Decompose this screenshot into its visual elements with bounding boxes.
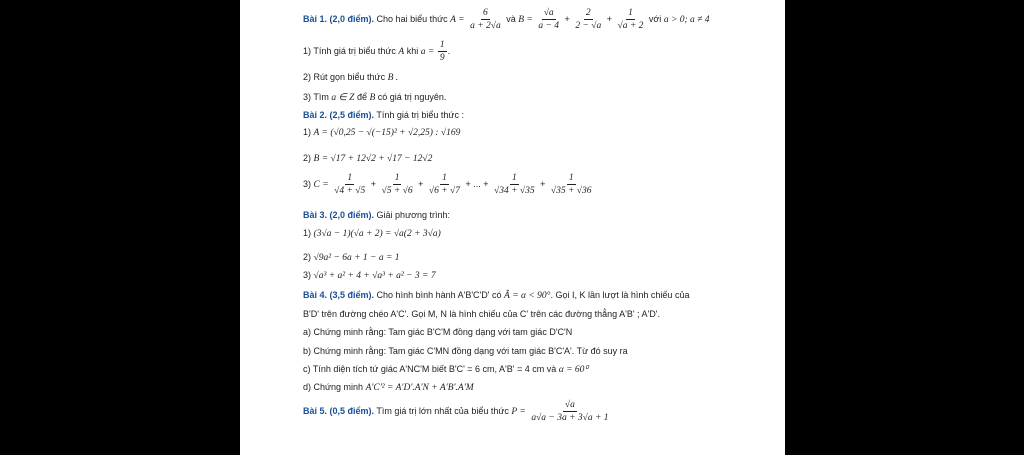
expr-a-lhs: A = — [450, 14, 465, 25]
q3-var: B — [369, 93, 376, 103]
item-number: 3) — [303, 178, 312, 189]
bai5-line — [303, 400, 612, 423]
item-number: 2) — [303, 252, 312, 262]
frac-num: 1 — [628, 8, 633, 18]
fraction-c5 — [549, 173, 594, 196]
bai4-intro-end: . Gọi I, K lần lượt là hình chiếu của — [550, 290, 690, 300]
bai1-line — [303, 8, 709, 31]
frac-num: 1 — [442, 173, 447, 183]
bai2-expr-2: B = √17 + 12√2 + √17 − 12√2 — [313, 154, 433, 164]
expr-b-lhs: B = — [518, 14, 533, 25]
frac-den: a + 2√a — [470, 21, 501, 31]
frac-den: √4 + √5 — [334, 186, 366, 196]
bai4-qb: b) Chứng minh rằng: Tam giác C'MN đồng dạng với tam giác B'C'A'. Từ đó suy ra — [303, 346, 628, 356]
frac-num: 1 — [439, 40, 445, 50]
bai2-line — [303, 110, 464, 120]
expr-c-lhs: C = — [313, 179, 329, 190]
bai3-line — [303, 210, 450, 220]
bai3-e1 — [303, 228, 441, 239]
cond-word: với — [648, 13, 662, 24]
q3-end: có giá trị nguyên. — [377, 92, 447, 102]
frac-den: √34 + √35 — [494, 186, 535, 196]
frac-den: 9 — [439, 53, 445, 63]
bai4-line — [303, 290, 689, 301]
item-number: 2) — [303, 153, 312, 163]
qd-math: A'C'² = A'D'.A'N + A'B'.A'M — [365, 383, 474, 393]
frac-num: √a — [564, 400, 575, 410]
expr-p-lhs: P = — [511, 406, 526, 417]
q1-var: A — [398, 46, 405, 57]
bai2-e1 — [303, 127, 460, 138]
frac-num: 6 — [483, 8, 488, 18]
bai2-intro: Tính giá trị biểu thức : — [376, 110, 464, 120]
q3-math: a ∈ Z — [331, 93, 355, 103]
bai3-e3 — [303, 270, 436, 281]
bai1-q3 — [303, 92, 446, 103]
q3-pre: 3) Tìm — [303, 92, 329, 102]
bai4-qd — [303, 382, 474, 393]
bai1-heading: Bài 1. (2,0 điểm). — [303, 13, 375, 24]
fraction-c4 — [492, 173, 537, 196]
plus-sign: + — [606, 13, 612, 24]
bai5-intro: Tìm giá trị lớn nhất của biểu thức — [376, 405, 509, 416]
frac-num: 1 — [347, 173, 353, 183]
fraction-a — [468, 8, 503, 31]
frac-num: √a — [543, 8, 554, 18]
fraction-c2 — [380, 173, 415, 196]
bai5-heading: Bài 5. (0,5 điểm). — [303, 405, 375, 416]
fraction-c3 — [427, 173, 462, 196]
bai4-qc — [303, 364, 588, 375]
q1-a: a = — [420, 46, 435, 57]
angle-condition: Â = α < 90° — [504, 291, 551, 301]
fraction-b3 — [616, 8, 646, 31]
bai4-heading: Bài 4. (3,5 điểm). — [303, 290, 375, 300]
frac-den: a − 4 — [538, 21, 560, 31]
plus-sign: + — [564, 13, 570, 24]
item-number: 1) — [303, 127, 312, 137]
bai2-e2 — [303, 153, 432, 164]
bai4-qa: a) Chứng minh rằng: Tam giác B'C'M đồng dạng với tam giác D'C'N — [303, 327, 573, 337]
ellipsis: + ... + — [465, 178, 489, 189]
frac-den: √35 + √36 — [550, 186, 592, 196]
fraction-p — [529, 400, 610, 423]
q1-khi: khi — [406, 45, 419, 56]
bai2-heading: Bài 2. (2,5 điểm). — [303, 110, 375, 120]
condition: a > 0; a ≠ 4 — [663, 14, 710, 25]
bai3-intro: Giải phương trình: — [376, 210, 451, 220]
bai4-line2: B'D' trên đường chéo A'C'. Gọi M, N là hình chiếu của C' trên các đường thẳng A'B' ; A'D'. — [303, 309, 660, 319]
conj-and: và — [506, 13, 516, 24]
bai3-expr-1: (3√a − 1)(√a + 2) = √a(2 + 3√a) — [313, 229, 441, 239]
q1-end: . — [447, 45, 451, 56]
q2-text: 2) Rút gọn biểu thức — [303, 72, 386, 82]
q1-text: 1) Tính giá trị biểu thức — [303, 45, 396, 56]
fraction-b1 — [536, 8, 561, 31]
bai3-expr-2: √9a² − 6a + 1 − a = 1 — [313, 253, 400, 263]
item-number: 3) — [303, 270, 312, 280]
frac-den: 2 − √a — [575, 21, 602, 31]
frac-den: √a + 2 — [617, 21, 644, 31]
qc-math: α = 60⁰ — [558, 365, 589, 375]
bai3-heading: Bài 3. (2,0 điểm). — [303, 210, 375, 220]
frac-num: 1 — [394, 173, 400, 183]
bai2-e3: 3) C = $\frac{1}{√4 + √5}$ + $\frac{1}{√5 + √6}$ + $\frac{1}{√6 + √7}$ + ... + $\frac{1}{√34 + √35}$ + $\frac{1}{√35 + √36}$ — [303, 173, 592, 196]
bai1-q1 — [303, 40, 450, 63]
exam-sheet — [240, 0, 785, 455]
bai1-intro: Cho hai biểu thức — [376, 13, 448, 24]
fraction-q1 — [438, 40, 447, 63]
frac-den: a√a − 3a + 3√a + 1 — [531, 413, 609, 423]
item-number: 1) — [303, 228, 312, 238]
q2-var: B . — [387, 73, 399, 83]
frac-den: √5 + √6 — [381, 186, 413, 196]
qd-text: d) Chứng minh — [303, 382, 364, 392]
q3-mid: để — [356, 92, 367, 102]
bai3-e2 — [303, 252, 400, 263]
frac-num: 1 — [511, 173, 517, 183]
fraction-c1 — [332, 173, 367, 196]
bai3-expr-3: √a³ + a² + 4 + √a³ + a² − 3 = 7 — [313, 271, 436, 281]
frac-num: 2 — [585, 8, 591, 18]
bai2-expr-1: A = (√0,25 − √(−15)² + √2,25) : √169 — [313, 128, 461, 138]
frac-den: √6 + √7 — [428, 186, 460, 196]
frac-num: 1 — [568, 173, 574, 183]
qc-text: c) Tính diện tích tứ giác A'NC'M biết B'C' = 6 cm, A'B' = 4 cm và — [303, 364, 557, 374]
bai4-intro: Cho hình bình hành A'B'C'D' có — [376, 290, 502, 300]
bai1-q2 — [303, 72, 398, 83]
fraction-b2 — [573, 8, 603, 31]
